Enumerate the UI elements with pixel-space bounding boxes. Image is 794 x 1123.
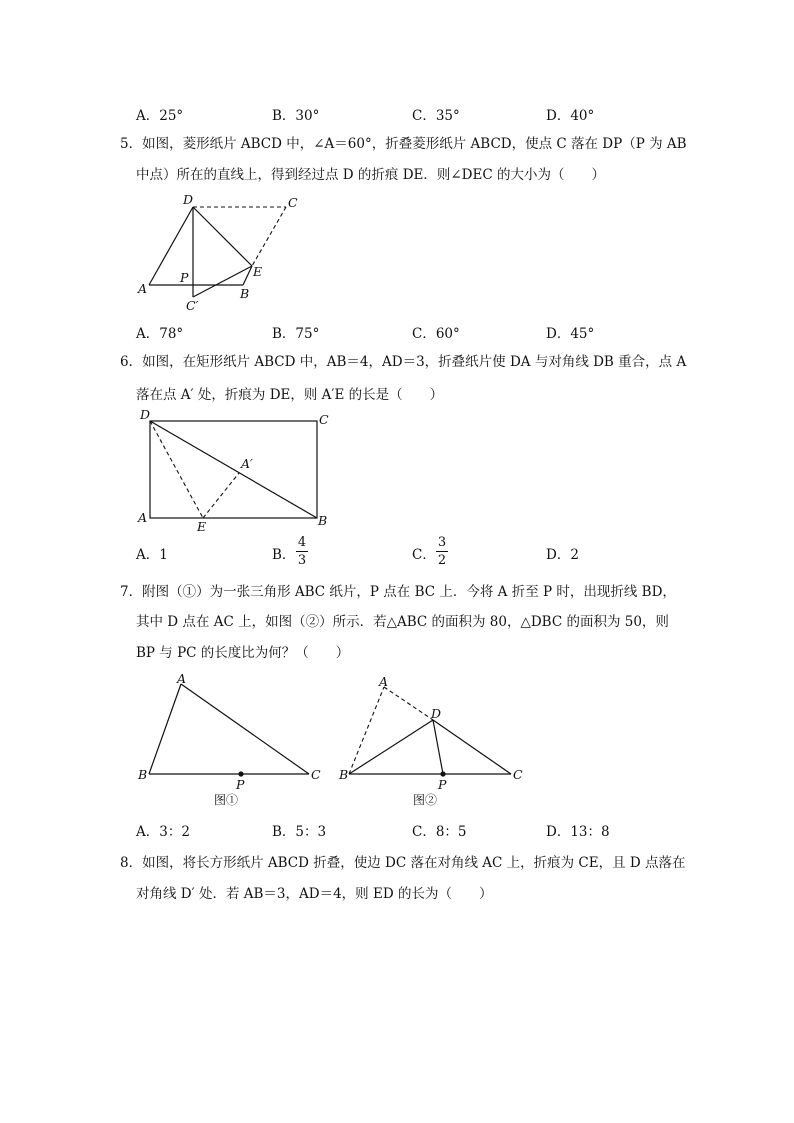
q7-option-d: D．13：8 <box>546 824 610 840</box>
q5-label-a: A <box>138 281 148 296</box>
q7f2-dashed-ad <box>384 687 433 720</box>
q6-stem-line2: 落在点 A′ 处，折痕为 DE，则 A′E 的长是（ ） <box>136 387 444 403</box>
q5-label-e: E <box>253 264 263 279</box>
q5-option-d: D．45° <box>546 326 595 342</box>
q4-option-b: B．30° <box>272 108 320 124</box>
q6-label-a-prime: A′ <box>241 456 253 471</box>
q5-label-c: C <box>288 195 298 210</box>
q7f2-point-p <box>440 771 445 776</box>
q6-label-e: E <box>197 519 207 534</box>
q6-option-c-numerator: 3 <box>437 535 447 550</box>
q7f2-segment-dp <box>433 720 443 774</box>
q6-option-a: A．1 <box>136 547 168 563</box>
q7f1-label-a: A <box>177 671 187 686</box>
q6-option-c-denominator: 2 <box>437 553 447 568</box>
q5-label-p: P <box>180 270 189 285</box>
q7f2-segment-bd <box>349 720 433 774</box>
q7-option-a: A．3：2 <box>136 824 190 840</box>
q6-option-b-prefix: B． <box>272 547 296 563</box>
q7f2-label-a: A <box>379 674 389 689</box>
q7-stem-line2: 其中 D 点在 AC 上，如图（②）所示．若△ABC 的面积为 80，△DBC 的面积为 50，则 <box>136 614 669 630</box>
q5-option-a: A．78° <box>136 326 184 342</box>
q7f1-label-p: P <box>236 777 245 792</box>
q7f1-caption: 图① <box>214 793 239 807</box>
q5-stem-line2: 中点）所在的直线上，得到经过点 D 的折痕 DE．则∠DEC 的大小为（ ） <box>136 167 605 183</box>
q4-option-c: C．35° <box>412 108 460 124</box>
q7f2-segment-dc <box>433 720 511 774</box>
q7f2-label-p: P <box>438 777 447 792</box>
q7f2-dashed-ba <box>349 687 384 774</box>
q7f2-label-d: D <box>431 706 442 721</box>
q4-option-d: D．40° <box>546 108 595 124</box>
q8-stem-line1: 8．如图，将长方形纸片 ABCD 折叠，使边 DC 落在对角线 AC 上，折痕为 CE，且 D 点落在 <box>120 855 686 871</box>
q5-option-b: B．75° <box>272 326 320 342</box>
q7f1-label-c: C <box>311 767 321 782</box>
q6-option-b-numerator: 4 <box>297 535 307 550</box>
q6-label-d: D <box>140 407 151 422</box>
q6-option-d: D．2 <box>546 547 579 563</box>
q6-option-c-prefix: C． <box>412 547 436 563</box>
q5-label-b: B <box>240 286 250 301</box>
q6-label-b: B <box>318 513 328 528</box>
q7f1-label-b: B <box>138 767 148 782</box>
q7-option-c: C．8：5 <box>412 824 467 840</box>
q7-stem-line1: 7．附图（①）为一张三角形 ABC 纸片，P 点在 BC 上．今将 A 折至 P 时，出现折线 BD， <box>120 584 676 600</box>
q5-stem-line1: 5．如图，菱形纸片 ABCD 中，∠A＝60°，折叠菱形纸片 ABCD，使点 C 落在 DP（P 为 AB <box>120 136 687 152</box>
q7f2-caption: 图② <box>413 793 438 807</box>
q5-label-c-prime: C′ <box>186 298 199 313</box>
q4-option-a: A．25° <box>136 108 184 124</box>
q7f2-label-c: C <box>513 767 523 782</box>
q8-stem-line2: 对角线 D′ 处．若 AB＝3，AD＝4，则 ED 的长为（ ） <box>136 886 493 902</box>
q6-stem-line1: 6．如图，在矩形纸片 ABCD 中，AB＝4，AD＝3，折叠纸片使 DA 与对角线 DB 重合，点 A <box>120 354 687 370</box>
q6-label-a: A <box>138 510 148 525</box>
q7-option-b: B．5：3 <box>272 824 327 840</box>
q6-option-b-denominator: 3 <box>297 553 307 568</box>
q7f2-label-b: B <box>339 767 349 782</box>
q5-label-d: D <box>183 192 194 207</box>
q5-option-c: C．60° <box>412 326 460 342</box>
q6-label-c: C <box>319 412 329 427</box>
q7-stem-line3: BP 与 PC 的长度比为何？（ ） <box>136 645 350 661</box>
